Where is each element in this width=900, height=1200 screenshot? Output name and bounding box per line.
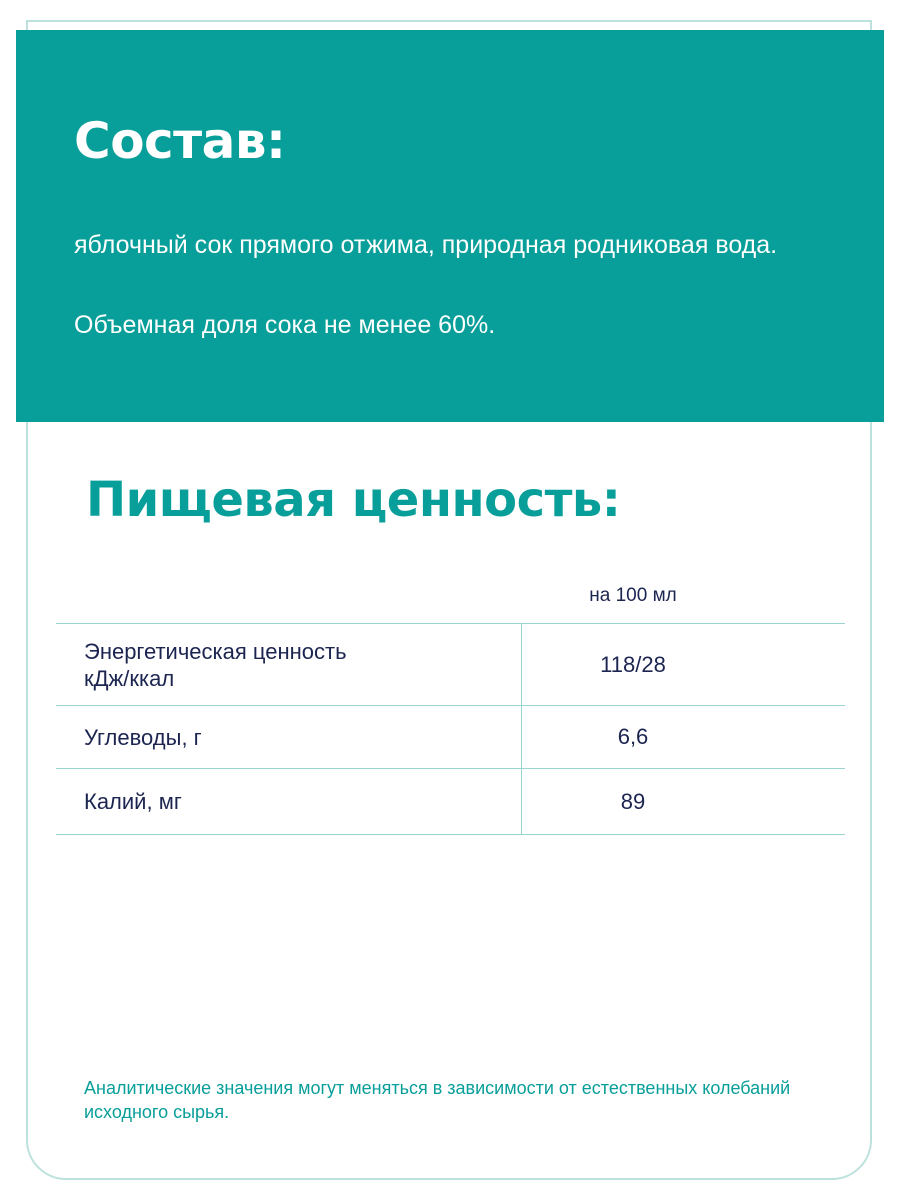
- table-row: [56, 769, 845, 835]
- nutrient-value: 89: [620, 788, 646, 814]
- nutrient-label: Энергетическая ценность кДж/ккал: [56, 624, 522, 705]
- nutrient-value-cell: [522, 624, 845, 705]
- nutrient-label: Углеводы, г: [56, 706, 522, 768]
- juice-share-text: Объемная доля сока не менее 60%.: [74, 311, 496, 339]
- nutrient-label: Калий, мг: [56, 769, 522, 834]
- nutrition-table: [56, 623, 845, 835]
- nutrient-value: 6,6: [617, 724, 649, 749]
- nutrient-value: 118/28: [600, 651, 666, 677]
- table-row: [56, 624, 845, 706]
- nutrition-title: Пищевая ценность:: [86, 472, 621, 528]
- nutrient-value-cell: [522, 769, 845, 834]
- table-row: [56, 706, 845, 769]
- composition-title: Состав:: [74, 112, 286, 170]
- per-100ml-label: на 100 мл: [589, 585, 677, 606]
- composition-section: [16, 30, 884, 422]
- analytical-values-footnote: Аналитические значения могут меняться в зависимости от естественных колебаний исходного сырья.: [84, 1078, 791, 1122]
- composition-text: яблочный сок прямого отжима, природная родниковая вода.: [74, 231, 778, 259]
- nutrient-value-cell: [522, 706, 845, 768]
